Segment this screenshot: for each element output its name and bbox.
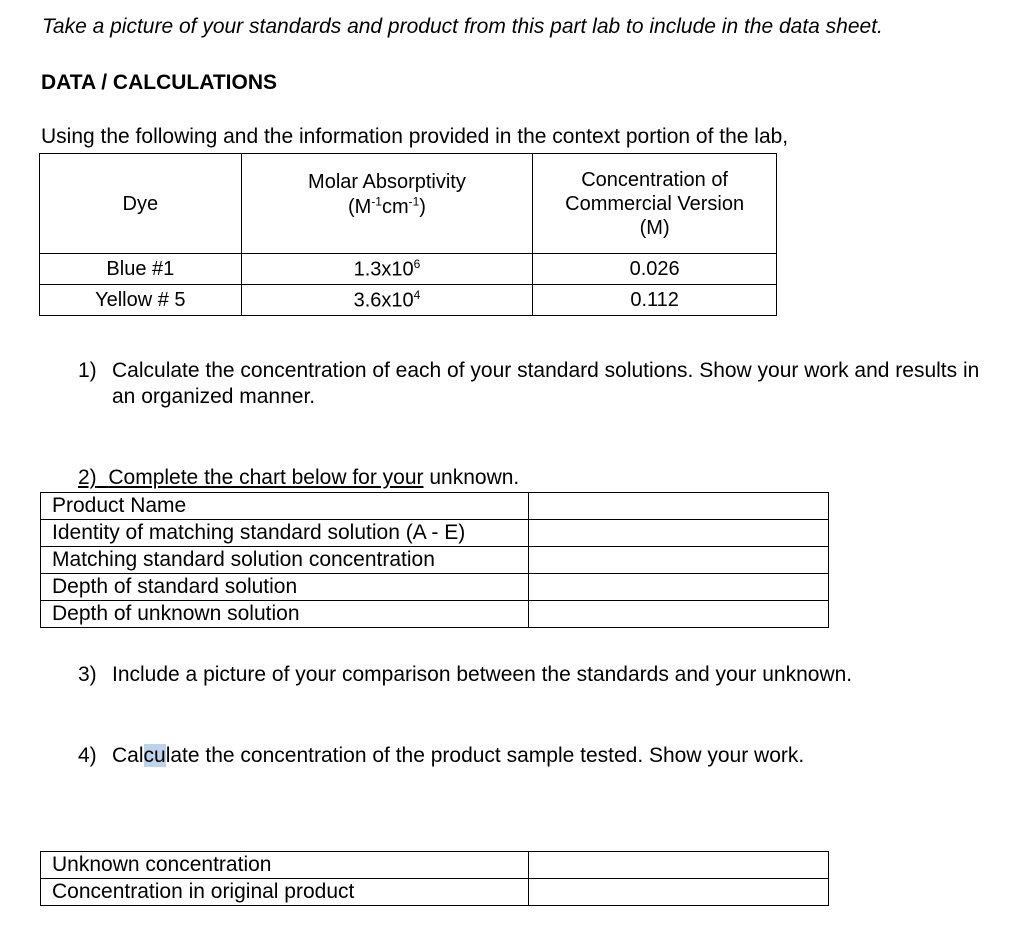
question-text: Calculate the concentration of each of your standard solutions. Show your work and results in an organized manner. [112,359,980,409]
intro-instruction: Take a picture of your standards and product from this part lab to include in the data sheet. [42,15,883,38]
row-value-cell[interactable] [528,547,828,574]
header-commercial-concentration: Concentration of Commercial Version (M) [533,154,777,254]
header-molar-absorptivity [241,154,533,254]
section-heading: DATA / CALCULATIONS [41,71,278,94]
row-value-cell[interactable] [528,574,828,601]
row-label: Identity of matching standard solution (A - E) [41,520,529,547]
question-number: 2) [78,466,97,489]
lead-text: Using the following and the information provided in the context portion of the lab, [41,125,789,148]
row-value-cell[interactable] [528,493,828,520]
table-row [41,547,829,574]
dye-row-blue [40,254,777,285]
table-row [41,574,829,601]
question-number: 4) [78,744,97,767]
question-text: Complete the chart below for your [108,466,424,489]
row-label: Matching standard solution concentration [41,547,529,574]
dye-table-header-row [40,154,777,254]
header-molar-label: Molar Absorptivity [308,171,466,193]
header-molar-units: $(M^{-1}cm^{-1})$ [347,194,426,218]
row-label: Unknown concentration [41,852,529,879]
text-selection-highlight: cu [143,744,166,767]
dye-absorptivity: $1.3x10^6$ [241,254,533,285]
dye-name: Yellow # 5 [40,285,242,316]
question-3 [78,662,998,690]
question-text: Calculate the concentration of the product sample tested. Show your work. [112,744,805,767]
unknown-chart [40,492,829,628]
dye-name: Blue #1 [40,254,242,285]
row-value-cell[interactable] [528,879,828,906]
question-1 [78,358,998,418]
row-value-cell[interactable] [528,601,828,628]
question-text-rest: unknown. [423,466,520,489]
dye-absorptivity: $3.6x10^4$ [241,285,533,316]
concentration-chart [40,851,829,906]
question-2 [78,466,519,490]
table-row [41,493,829,520]
dye-concentration: 0.026 [533,254,777,285]
row-value-cell[interactable] [528,520,828,547]
question-text: Include a picture of your comparison between the standards and your unknown. [112,663,853,686]
row-label: Depth of standard solution [41,574,529,601]
dye-concentration: 0.112 [533,285,777,316]
row-label: Depth of unknown solution [41,601,529,628]
row-label: Product Name [41,493,529,520]
question-number: 1) [78,359,97,382]
table-row [41,879,829,906]
table-row [41,852,829,879]
table-row [41,520,829,547]
question-4 [78,743,998,771]
row-value-cell[interactable] [528,852,828,879]
table-row [41,601,829,628]
question-number: 3) [78,663,97,686]
dye-row-yellow [40,285,777,316]
header-dye: Dye [40,154,242,254]
dye-data-table [39,153,777,316]
row-label: Concentration in original product [41,879,529,906]
